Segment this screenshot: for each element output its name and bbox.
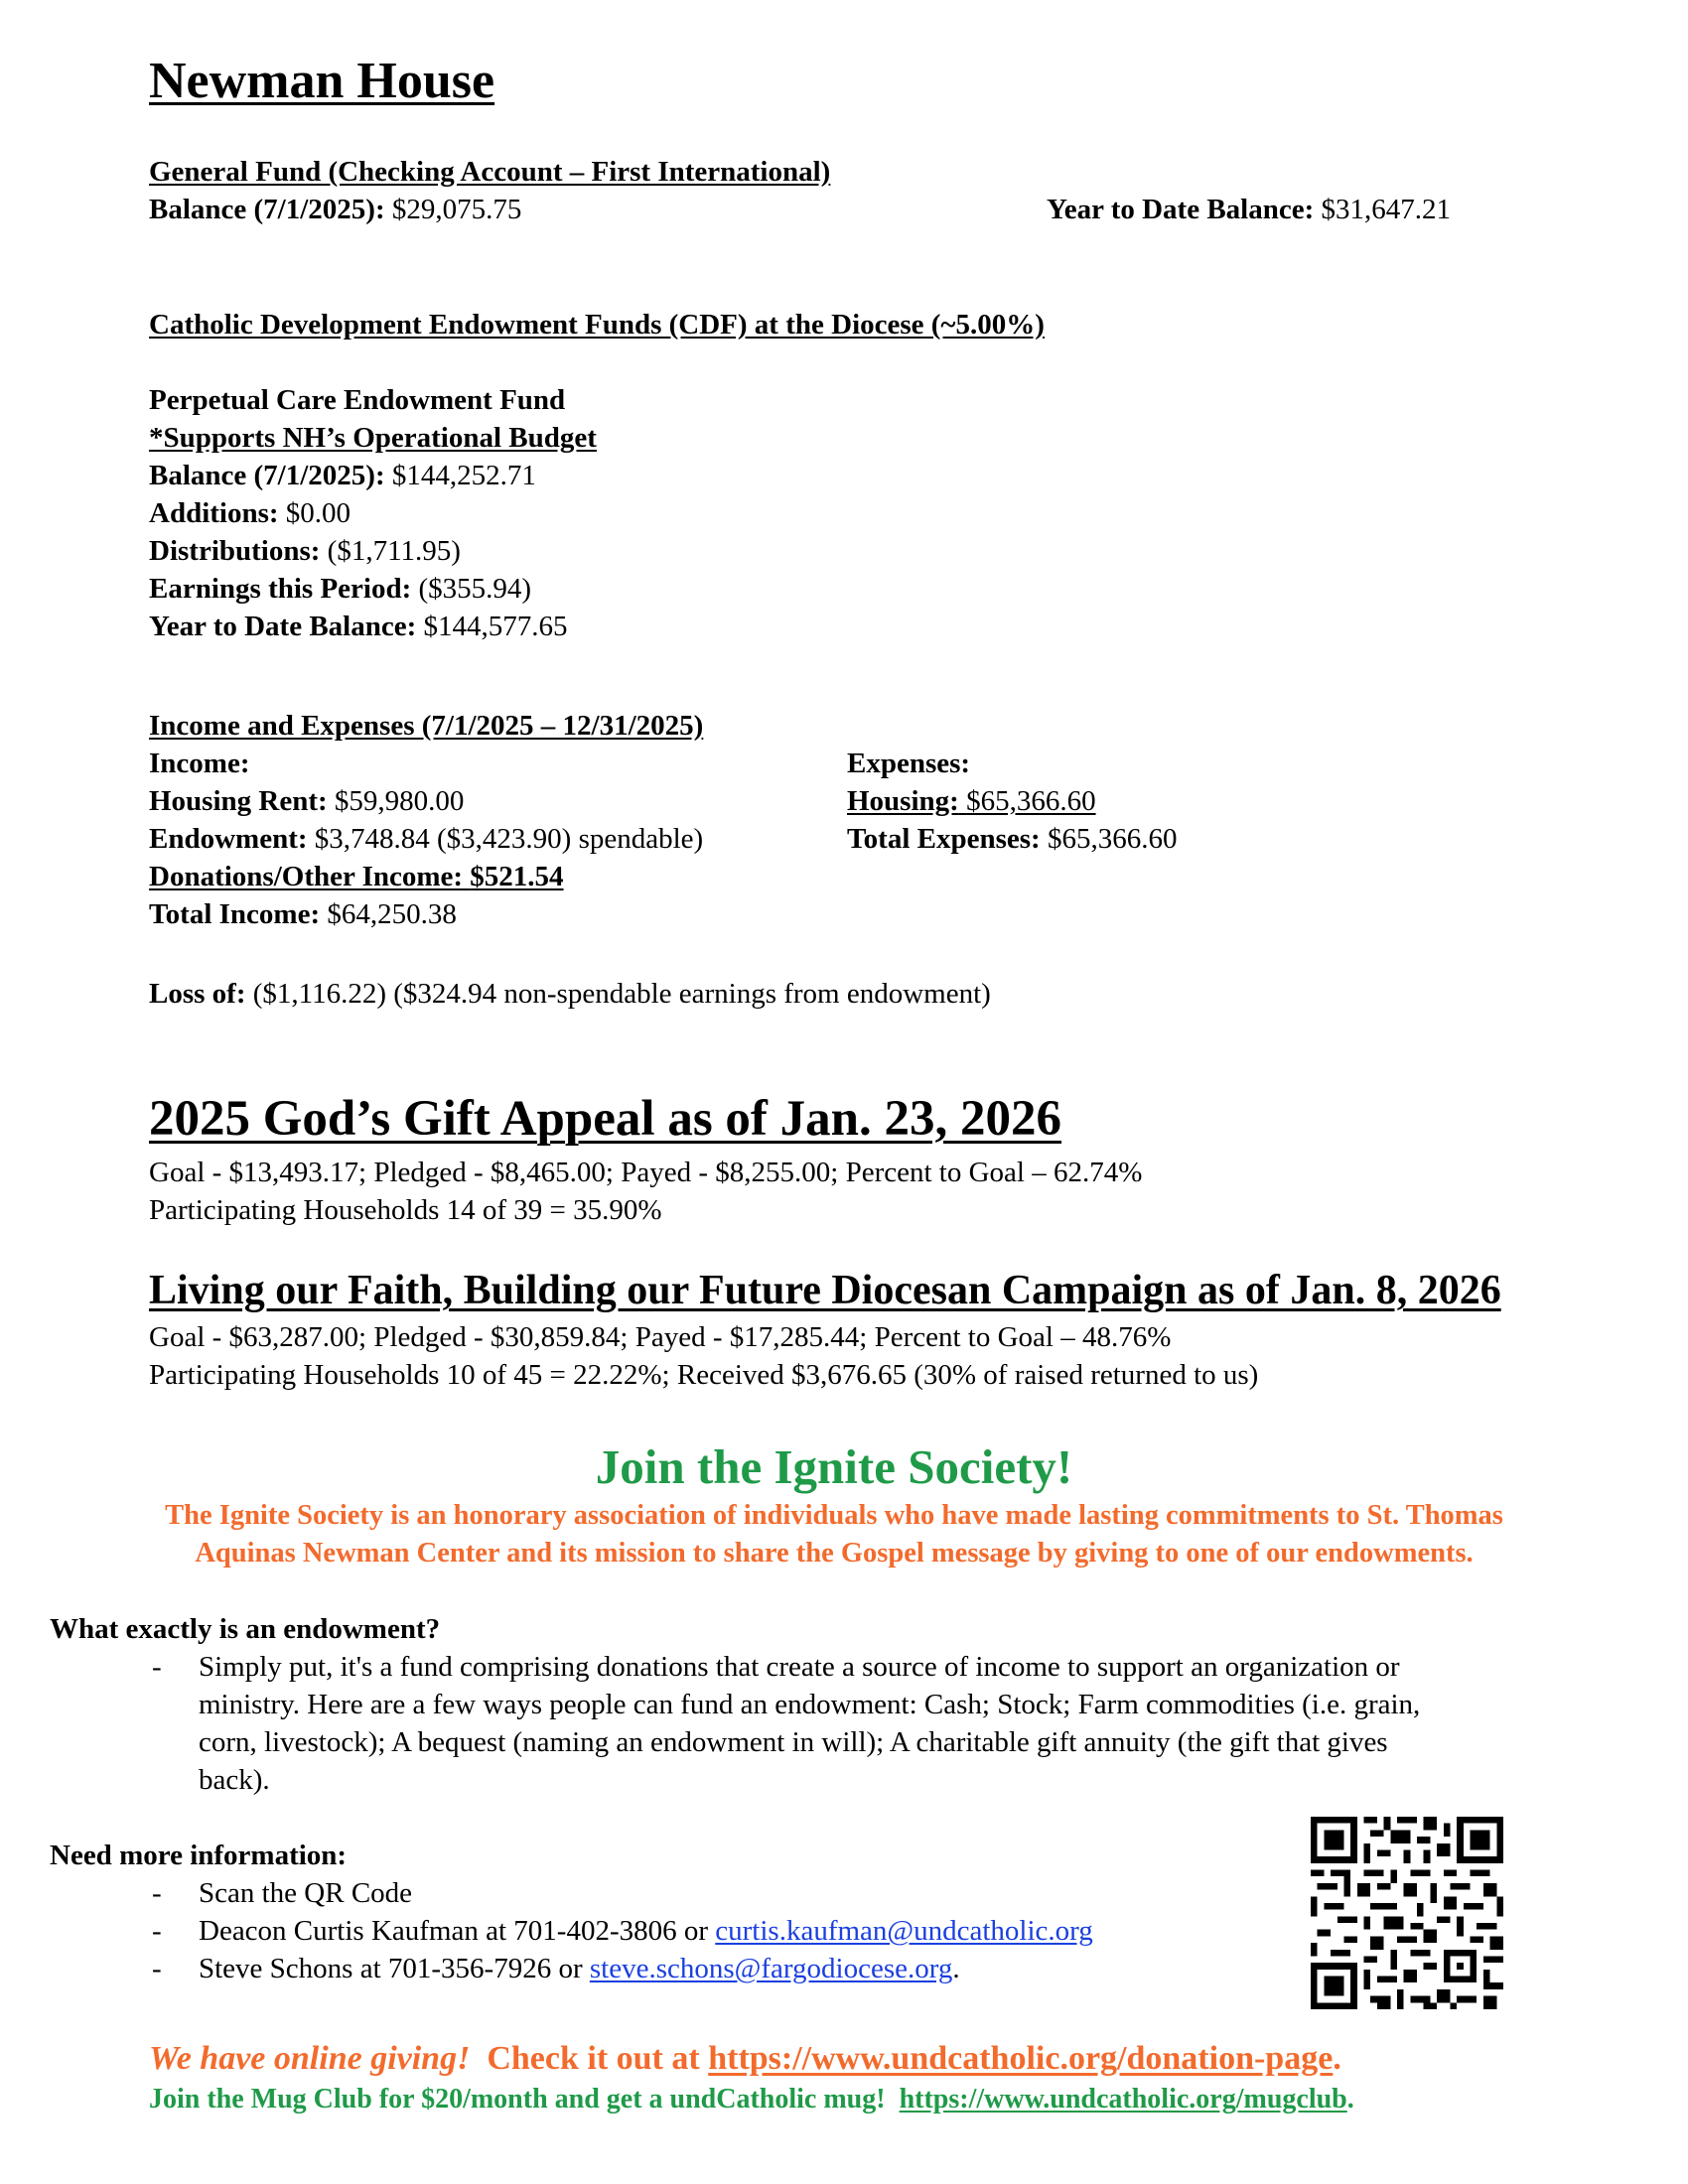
- row-value: $521.54: [470, 861, 564, 892]
- row-label: Housing:: [847, 785, 959, 817]
- campaign-line1: Goal - $63,287.00; Pledged - $30,859.84; Payed - $17,285.44; Percent to Goal – 48.76%: [149, 1321, 1172, 1353]
- row-value: $144,252.71: [391, 460, 536, 491]
- more-info-label: Need more information:: [50, 1840, 348, 1871]
- donation-page-link[interactable]: https://www.undcatholic.org/donation-page: [708, 2040, 1334, 2077]
- row-label: Balance (7/1/2025):: [149, 460, 385, 491]
- loss-line: [149, 975, 991, 1013]
- balance-label: Balance (7/1/2025):: [149, 194, 385, 225]
- loss-label: Loss of:: [149, 978, 246, 1010]
- scan-qr-text: Scan the QR Code: [199, 1877, 413, 1909]
- expenses-label: Expenses:: [847, 748, 971, 779]
- balance-value: $29,075.75: [391, 194, 522, 225]
- gods-gift-line2: Participating Households 14 of 39 = 35.90%: [149, 1194, 662, 1226]
- contact-steve: [199, 1950, 960, 1987]
- ytd-label: Year to Date Balance:: [1047, 194, 1315, 225]
- general-fund-heading: General Fund (Checking Account – First International): [149, 156, 831, 188]
- row-value: $144,577.65: [423, 611, 568, 642]
- online-giving-italic: We have online giving!: [149, 2040, 471, 2077]
- row-value: $59,980.00: [334, 785, 465, 817]
- contact-text: Deacon Curtis Kaufman at 701-402-3806 or: [199, 1915, 716, 1947]
- steve-email-link[interactable]: steve.schons@fargodiocese.org: [589, 1953, 953, 1984]
- fund-note: *Supports NH’s Operational Budget: [149, 422, 597, 454]
- general-fund-balance: [149, 191, 521, 228]
- qr-code-icon[interactable]: [1311, 1817, 1503, 2009]
- contact-end: .: [952, 1953, 960, 1984]
- answer-line-4: back).: [199, 1764, 270, 1796]
- row-value: $65,366.60: [966, 785, 1096, 817]
- row-label: Earnings this Period:: [149, 573, 412, 605]
- cdf-row-distributions: [149, 532, 461, 570]
- general-fund-ytd: [1047, 191, 1451, 228]
- income-expenses-heading: Income and Expenses (7/1/2025 – 12/31/2025): [149, 710, 704, 742]
- answer-line-1: Simply put, it's a fund comprising donations that create a source of income to support an organization or: [199, 1651, 1400, 1683]
- mug-club-text: Join the Mug Club for $20/month and get a undCatholic mug!: [149, 2084, 900, 2115]
- answer-line-3: corn, livestock); A bequest (naming an endowment in will); A charitable gift annuity (the gift that gives: [199, 1726, 1388, 1758]
- bullet-dash: -: [152, 1915, 162, 1947]
- income-label: Income:: [149, 748, 250, 779]
- cdf-row-earnings: [149, 570, 531, 608]
- curtis-email-link[interactable]: curtis.kaufman@undcatholic.org: [715, 1915, 1093, 1947]
- cdf-heading: Catholic Development Endowment Funds (CDF) at the Diocese (~5.00%): [149, 309, 1045, 341]
- row-label: Additions:: [149, 497, 279, 529]
- contact-text: Steve Schons at 701-356-7926 or: [199, 1953, 590, 1984]
- endowment-question: What exactly is an endowment?: [50, 1613, 441, 1645]
- income-row-rent: [149, 782, 464, 820]
- row-value: $64,250.38: [327, 898, 457, 930]
- cdf-row-ytd: [149, 608, 568, 645]
- row-value: $65,366.60: [1047, 823, 1178, 855]
- cdf-row-additions: [149, 494, 351, 532]
- income-row-donations: [149, 858, 564, 895]
- gods-gift-line1: Goal - $13,493.17; Pledged - $8,465.00; Payed - $8,255.00; Percent to Goal – 62.74%: [149, 1157, 1143, 1188]
- mug-club-end: .: [1346, 2084, 1354, 2115]
- row-label: Distributions:: [149, 535, 321, 567]
- online-giving-end: .: [1333, 2040, 1341, 2077]
- contact-curtis: [199, 1912, 1093, 1950]
- online-giving-line: [149, 2037, 1341, 2081]
- row-label: Total Expenses:: [847, 823, 1041, 855]
- row-label: Endowment:: [149, 823, 308, 855]
- row-value: $3,748.84 ($3,423.90) spendable): [314, 823, 704, 855]
- bullet-dash: -: [152, 1953, 162, 1984]
- expense-row-housing: [847, 782, 1096, 820]
- row-label: Year to Date Balance:: [149, 611, 417, 642]
- bullet-dash: -: [152, 1877, 162, 1909]
- ignite-heading: Join the Ignite Society!: [595, 1439, 1073, 1494]
- income-row-total: [149, 895, 457, 933]
- row-value: ($1,711.95): [327, 535, 461, 567]
- ignite-desc-line1: The Ignite Society is an honorary association of individuals who have made lasting commitments to St. Thomas: [165, 1500, 1503, 1531]
- row-label: Housing Rent:: [149, 785, 328, 817]
- gods-gift-heading: 2025 God’s Gift Appeal as of Jan. 23, 2026: [149, 1091, 1062, 1147]
- row-label: Total Income:: [149, 898, 321, 930]
- bullet-dash: -: [152, 1651, 162, 1683]
- mug-club-link[interactable]: https://www.undcatholic.org/mugclub: [899, 2084, 1347, 2115]
- fund-name: Perpetual Care Endowment Fund: [149, 384, 566, 416]
- loss-value: ($1,116.22) ($324.94 non-spendable earnings from endowment): [252, 978, 991, 1010]
- row-value: ($355.94): [418, 573, 532, 605]
- online-giving-text: Check it out at: [470, 2040, 709, 2077]
- cdf-row-balance: [149, 457, 536, 494]
- income-row-endowment: [149, 820, 703, 858]
- ignite-desc-line2: Aquinas Newman Center and its mission to share the Gospel message by giving to one of our endowments.: [195, 1538, 1474, 1569]
- answer-line-2: ministry. Here are a few ways people can fund an endowment: Cash; Stock; Farm commodities (i.e. grain,: [199, 1689, 1421, 1720]
- page-title: Newman House: [149, 53, 495, 109]
- campaign-line2: Participating Households 10 of 45 = 22.22%; Received $3,676.65 (30% of raised returned to us): [149, 1359, 1259, 1391]
- row-value: $0.00: [285, 497, 352, 529]
- campaign-heading: Living our Faith, Building our Future Diocesan Campaign as of Jan. 8, 2026: [149, 1268, 1501, 1313]
- mug-club-line: [149, 2081, 1354, 2118]
- ytd-value: $31,647.21: [1321, 194, 1452, 225]
- row-label: Donations/Other Income:: [149, 861, 464, 892]
- expense-row-total: [847, 820, 1177, 858]
